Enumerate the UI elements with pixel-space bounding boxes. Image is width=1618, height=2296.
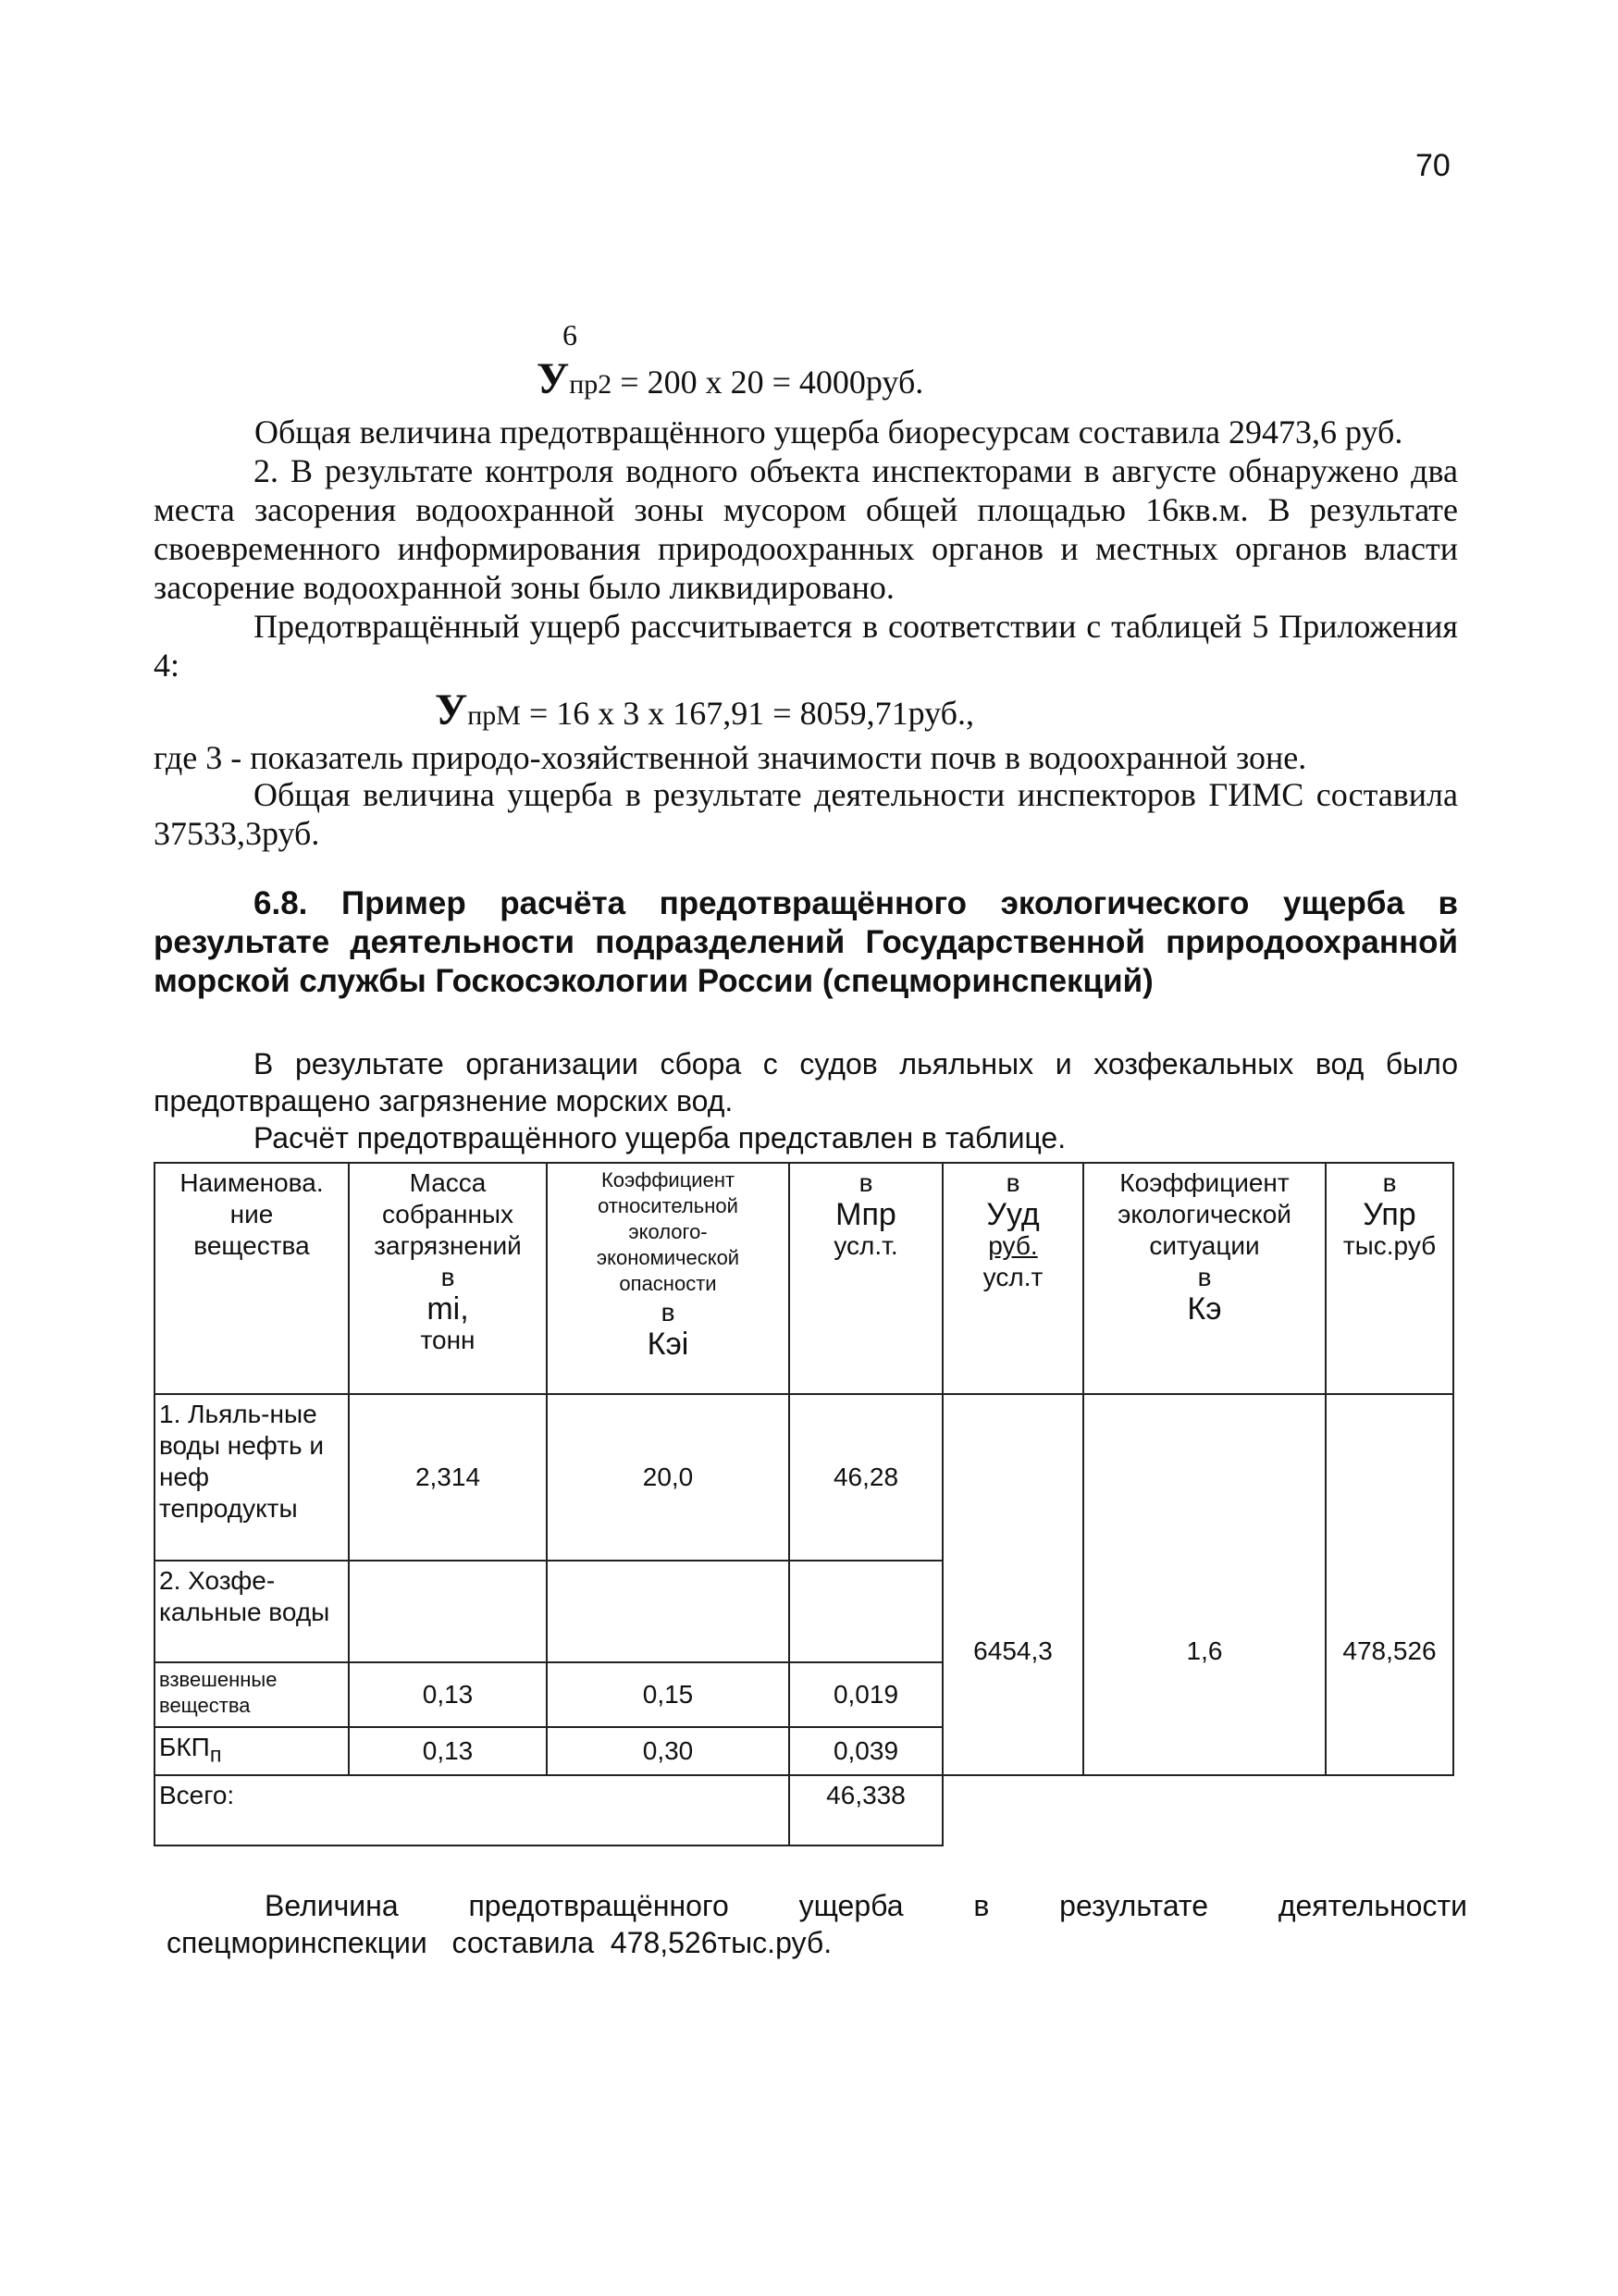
cell-uud: 6454,3 [943, 1394, 1083, 1775]
paragraph-inspection: 2. В результате контроля водного объекта инспекторами в августе обнаружено два места засорения водоохранной зоны мусором общей площадью 16кв.м. В результате своевременного информирования природоохранных органов и местных органов власти засорение водоохранной зоны было ликвидировано. [154, 452, 1458, 606]
row-suspended-coefficient: 0,15 [547, 1662, 789, 1727]
formula-upr2: Упр2 = 200 х 20 = 4000руб. [537, 354, 924, 403]
cell-ke: 1,6 [1083, 1394, 1326, 1775]
row-bod-coefficient: 0,30 [547, 1727, 789, 1775]
damage-table [154, 1162, 1454, 1846]
page-number: 70 [1415, 148, 1451, 183]
paragraph-table-intro: Расчёт предотвращённого ущерба представлен в таблице. [253, 1121, 1067, 1154]
cell-upr: 478,526 [1326, 1394, 1453, 1775]
header-upr: в Упр тыс.руб [1326, 1163, 1453, 1394]
row-suspended-name: взвешенные вещества [154, 1662, 349, 1727]
row-sewage-name: 2. Хозфе-кальные воды [154, 1561, 349, 1662]
table-total-row [154, 1775, 1453, 1845]
row-suspended-mass: 0,13 [349, 1662, 547, 1727]
total-spacer [943, 1775, 1453, 1845]
row-bilge-water-name: 1. Льяль-ные воды нефть и неф тепродукты [154, 1394, 349, 1561]
row-bod-mass: 0,13 [349, 1727, 547, 1775]
header-hazard-coefficient: Коэффициент относительной эколого- экономической опасности в Кэі [547, 1163, 789, 1394]
paragraph-collection: В результате организации сбора с судов льяльных и хозфекальных вод было предотвращено загрязнение морских вод. [154, 1047, 1458, 1117]
row-sewage-mpr [789, 1561, 943, 1662]
row-bilge-water-mpr: 46,28 [789, 1394, 943, 1561]
row-bilge-water-coefficient: 20,0 [547, 1394, 789, 1561]
header-substance: Наименова. ние вещества [154, 1163, 349, 1394]
row-bod-mpr: 0,039 [789, 1727, 943, 1775]
table-row [154, 1394, 1453, 1561]
row-suspended-mpr: 0,019 [789, 1662, 943, 1727]
formula-superscript: 6 [562, 318, 577, 352]
conclusion-line-2: спецморинспекции составила 478,526тыс.руб. [167, 1926, 833, 1959]
section-heading: 6.8. Пример расчёта предотвращённого экологического ущерба в результате деятельности подразделений Государственной природоохранной морской службы Госкосэкологии России (спецморинспекций) [154, 885, 1458, 999]
row-bod-name: $БКП_п$ [154, 1727, 349, 1775]
total-value: 46,338 [789, 1775, 943, 1845]
paragraph-calculation-ref: Предотвращённый ущерб рассчитывается в соответствии с таблицей 5 Приложения 4: [154, 608, 1458, 684]
total-label: Всего: [154, 1775, 789, 1845]
formula-uprm: УпрМ = 16 х 3 х 167,91 = 8059,71руб., [435, 685, 974, 734]
table-header-row [154, 1163, 1453, 1394]
paragraph-gims-total: Общая величина ущерба в результате деятельности инспекторов ГИМС составила 37533,3руб. [154, 776, 1458, 852]
paragraph-bioresource-total: Общая величина предотвращённого ущерба биоресурсам составила 29473,6 руб. [254, 414, 1403, 451]
conclusion-line-1: Величина предотвращённого ущерба в результате деятельности [265, 1889, 1467, 1922]
row-sewage-coefficient [547, 1561, 789, 1662]
header-uud: в Ууд руб. усл.т [943, 1163, 1083, 1394]
header-mass: Масса собранных загрязнений в mi, тонн [349, 1163, 547, 1394]
header-mpr: в Мпр усл.т. [789, 1163, 943, 1394]
row-sewage-mass [349, 1561, 547, 1662]
paragraph-index-note: где 3 - показатель природо-хозяйственной значимости почв в водоохранной зоне. [154, 739, 1307, 776]
row-bilge-water-mass: 2,314 [349, 1394, 547, 1561]
header-situation-coefficient: Коэффициент экологической ситуации в Кэ [1083, 1163, 1326, 1394]
